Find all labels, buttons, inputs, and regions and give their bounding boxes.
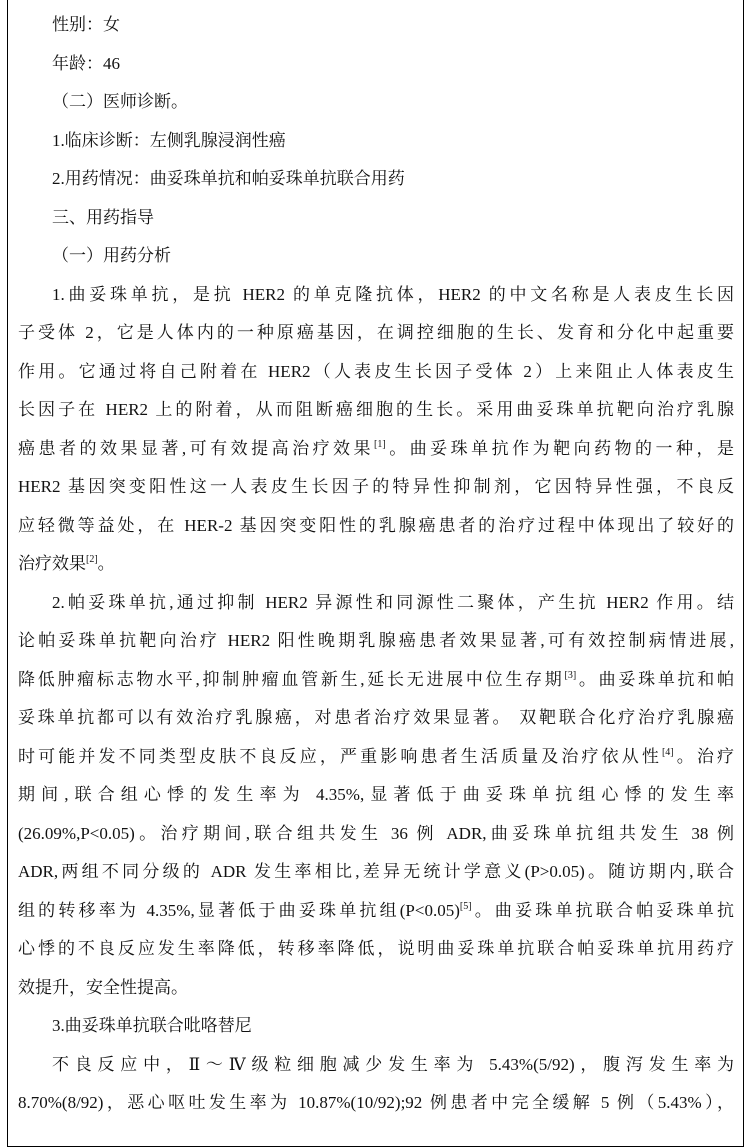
line-text-tail: 。曲妥珠单抗联合帕妥珠单抗 bbox=[471, 900, 734, 920]
text-line bbox=[18, 584, 734, 623]
text-line bbox=[18, 738, 734, 777]
line-text: 8.70%(8/92)，恶心呕吐发生率为 10.87%(10/92);92 例患者中完全缓解 5 例（5.43%）， bbox=[18, 1093, 734, 1112]
line-text: 三、用药指导 bbox=[52, 207, 154, 227]
text-line bbox=[18, 815, 734, 854]
line-text: 时可能并发不同类型皮肤不良反应，严重影响患者生活质量及治疗依从性 bbox=[18, 746, 662, 766]
text-line bbox=[18, 199, 734, 238]
text-line bbox=[18, 699, 734, 738]
line-text: 癌患者的效果显著,可有效提高治疗效果 bbox=[18, 438, 375, 458]
citation-ref: [3] bbox=[564, 669, 577, 681]
line-text: 效提升，安全性提高。 bbox=[18, 977, 188, 997]
text-line bbox=[18, 276, 734, 315]
line-text: (26.09%,P<0.05)。治疗期间,联合组共发生 36 例 ADR,曲妥珠单抗组共发生 38 例 bbox=[18, 823, 734, 843]
text-line bbox=[18, 353, 734, 392]
text-line bbox=[18, 1007, 734, 1046]
line-text-tail: 。 bbox=[97, 554, 115, 573]
text-line bbox=[18, 661, 734, 700]
text-line bbox=[18, 237, 734, 276]
line-text: 1.曲妥珠单抗，是抗 HER2 的单克隆抗体，HER2 的中文名称是人表皮生长因 bbox=[52, 284, 734, 304]
line-text: 期间,联合组心悸的发生率为 4.35%,显著低于曲妥珠单抗组心悸的发生率 bbox=[18, 785, 734, 804]
line-text: 应轻微等益处，在 HER-2 基因突变阳性的乳腺癌患者的治疗过程中体现出了较好的 bbox=[18, 515, 734, 535]
line-text: 子受体 2，它是人体内的一种原癌基因，在调控细胞的生长、发育和分化中起重要 bbox=[18, 323, 734, 342]
text-line bbox=[18, 430, 734, 469]
line-text: 2.用药情况：曲妥珠单抗和帕妥珠单抗联合用药 bbox=[52, 169, 405, 188]
line-text: 心悸的不良反应发生率降低，转移率降低，说明曲妥珠单抗联合帕妥珠单抗用药疗 bbox=[18, 939, 734, 958]
citation-ref: [1] bbox=[374, 438, 386, 450]
line-text: 性别：女 bbox=[52, 15, 120, 34]
line-text: （一）用药分析 bbox=[52, 246, 171, 265]
text-line bbox=[18, 545, 734, 584]
text-line bbox=[18, 83, 734, 122]
line-text: 3.曲妥珠单抗联合吡咯替尼 bbox=[52, 1016, 252, 1035]
line-text: 论帕妥珠单抗靶向治疗 HER2 阳性晚期乳腺癌患者效果显著,可有效控制病情进展, bbox=[18, 631, 734, 650]
line-text-tail: 。曲妥珠单抗作为靶向药物的一种，是 bbox=[385, 438, 734, 458]
line-text: 2.帕妥珠单抗,通过抑制 HER2 异源性和同源性二聚体，产生抗 HER2 作用。结 bbox=[52, 592, 734, 612]
text-line bbox=[18, 930, 734, 969]
line-text-tail: 。治疗 bbox=[673, 746, 734, 766]
text-line bbox=[18, 1046, 734, 1085]
line-text: 治疗效果 bbox=[18, 554, 86, 573]
citation-ref: [5] bbox=[459, 900, 472, 912]
line-text-tail: 。曲妥珠单抗和帕 bbox=[576, 669, 734, 689]
text-line bbox=[18, 507, 734, 546]
text-line bbox=[18, 969, 734, 1008]
text-line bbox=[18, 1084, 734, 1123]
text-line bbox=[18, 853, 734, 892]
text-line bbox=[18, 892, 734, 931]
line-text: ADR,两组不同分级的 ADR 发生率相比,差异无统计学意义(P>0.05)。随访期内,联合 bbox=[18, 862, 734, 881]
text-line bbox=[18, 391, 734, 430]
text-line bbox=[18, 122, 734, 161]
line-text: 降低肿瘤标志物水平,抑制肿瘤血管新生,延长无进展中位生存期 bbox=[18, 669, 565, 689]
text-line bbox=[18, 622, 734, 661]
line-text: 年龄：46 bbox=[52, 53, 120, 73]
citation-ref: [2] bbox=[86, 554, 98, 565]
line-text: 作用。它通过将自己附着在 HER2（人表皮生长因子受体 2）上来阻止人体表皮生 bbox=[18, 361, 734, 381]
text-line bbox=[18, 45, 734, 84]
text-line bbox=[18, 160, 734, 199]
line-text: （二）医师诊断。 bbox=[52, 92, 188, 111]
line-text: 不良反应中，Ⅱ～Ⅳ级粒细胞减少发生率为 5.43%(5/92)，腹泻发生率为 bbox=[52, 1054, 734, 1074]
text-line bbox=[18, 6, 734, 45]
citation-ref: [4] bbox=[661, 746, 674, 758]
document-body bbox=[18, 6, 734, 1123]
text-line bbox=[18, 468, 734, 507]
text-line bbox=[18, 314, 734, 353]
line-text: 长因子在 HER2 上的附着，从而阻断癌细胞的生长。采用曲妥珠单抗靶向治疗乳腺 bbox=[18, 400, 734, 419]
line-text: 组的转移率为 4.35%,显著低于曲妥珠单抗组(P<0.05) bbox=[18, 900, 460, 920]
line-text: 妥珠单抗都可以有效治疗乳腺癌，对患者治疗效果显著。 双靶联合化疗治疗乳腺癌 bbox=[18, 708, 734, 727]
line-text: HER2 基因突变阳性这一人表皮生长因子的特异性抑制剂，它因特异性强，不良反 bbox=[18, 477, 734, 496]
text-line bbox=[18, 776, 734, 815]
line-text: 1.临床诊断：左侧乳腺浸润性癌 bbox=[52, 130, 286, 150]
